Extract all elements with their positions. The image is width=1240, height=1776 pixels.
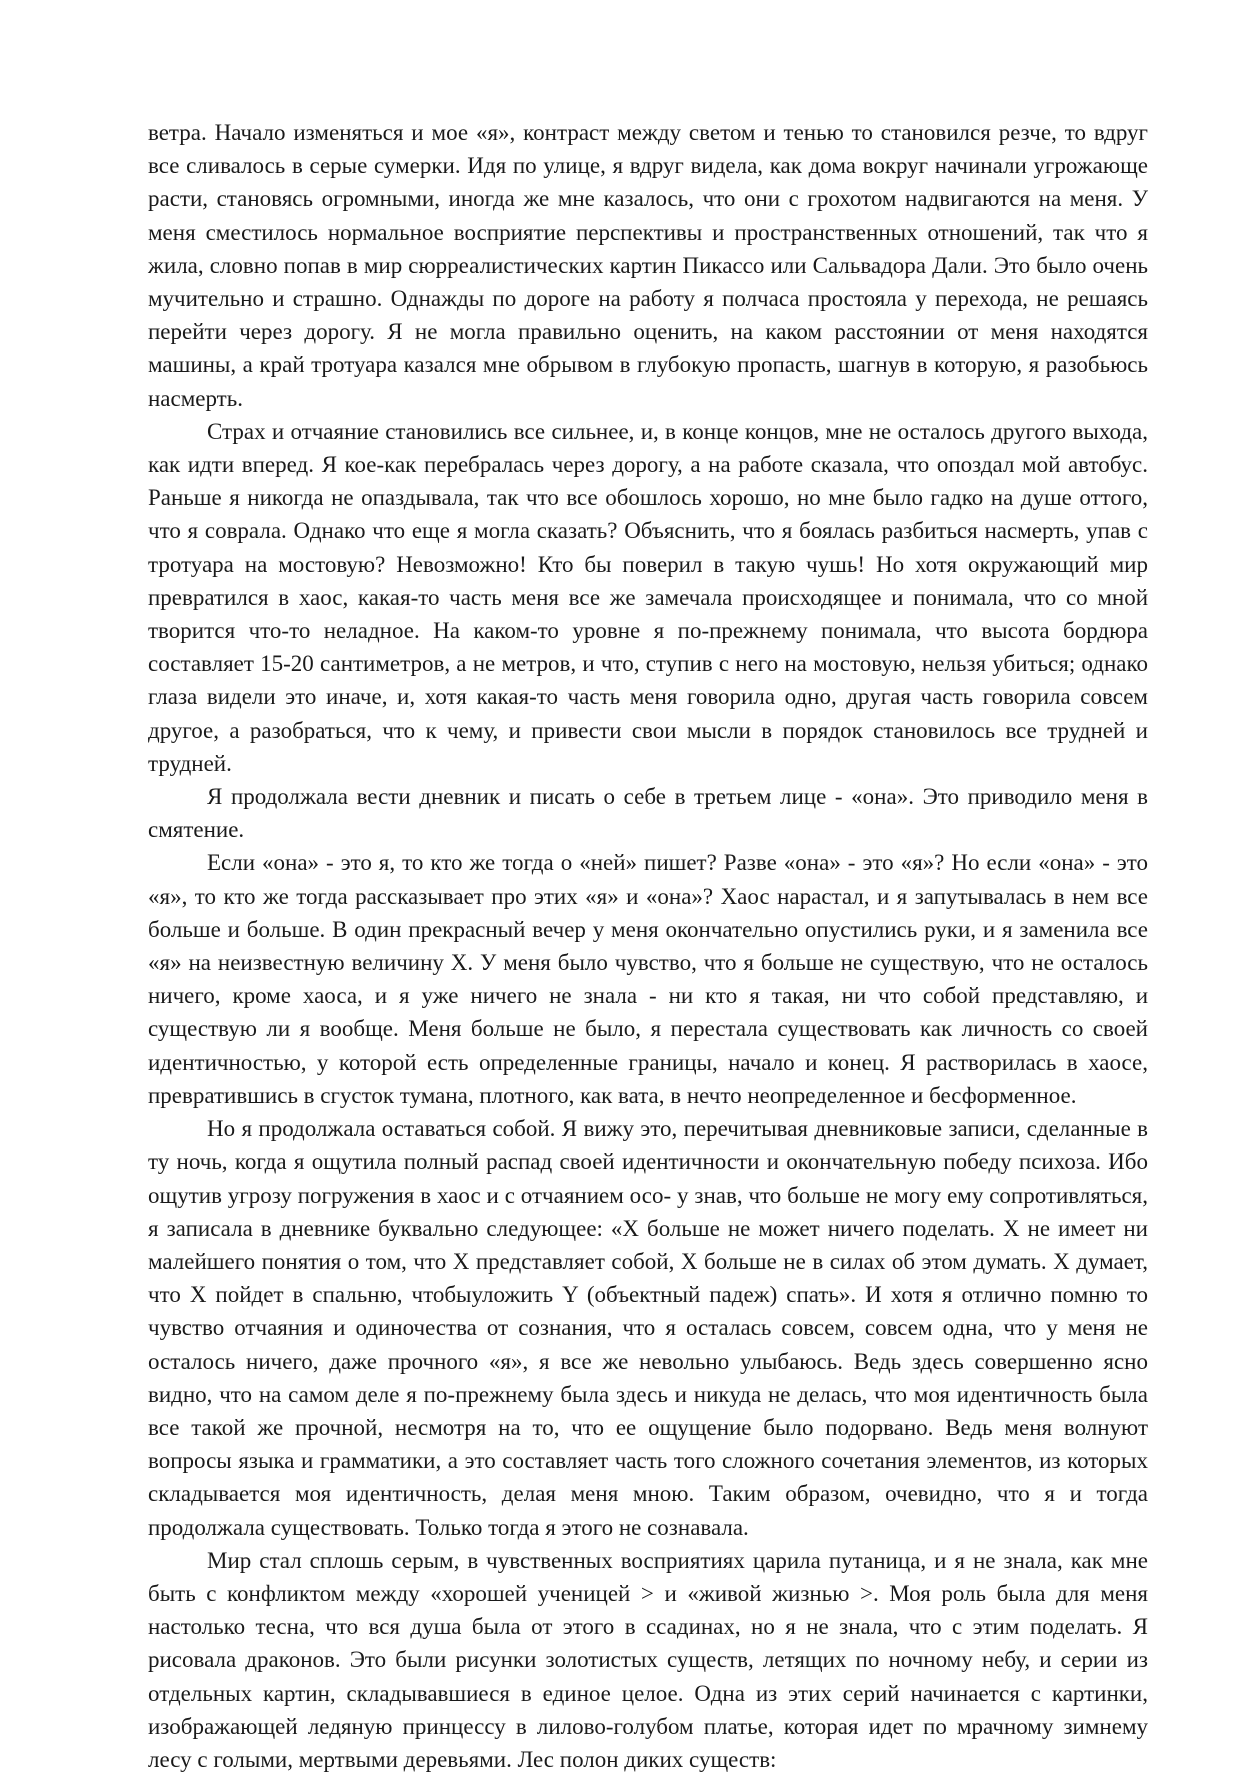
paragraph-4: Если «она» - это я, то кто же тогда о «ней» пишет? Разве «она» - это «я»? Но если «она» - это «я», то кто же тогда рассказывает про этих «я» и «она»? Хаос нарастал, и я запутывалась в нем все больше и больше. В один прекрасный вечер у меня окончательно опустились руки, и я заменила все «я» на неизвестную величину X. У меня было чувство, что я больше не существую, что не осталось ничего, кроме хаоса, и я уже ничего не знала - ни кто я такая, ни что собой представляю, и существую ли я вообще. Меня больше не было, я перестала существовать как личность со своей идентичностью, у которой есть определенные границы, начало и конец. Я растворилась в хаосе, превратившись в сгусток тумана, плотного, как вата, в нечто неопределенное и бесформенное. xyxy=(148,850,1148,1108)
body-text xyxy=(148,116,1148,1776)
paragraph-6: Мир стал сплошь серым, в чувственных восприятиях царила путаница, и я не знала, как мне быть с конфликтом между «хорошей ученицей > и «живой жизнью >. Моя роль была для меня настолько тесна, что вся душа была от этого в ссадинах, но я не знала, что с этим поделать. Я рисовала драконов. Это были рисунки золотистых существ, летящих по ночному небу, и серии из отдельных картин, складывавшиеся в единое целое. Одна из этих серий начинается с картинки, изображающей ледяную принцессу в лилово-голубом платье, которая идет по мрачному зимнему лесу с голыми, мертвыми деревьями. Лес полон диких существ: xyxy=(148,1547,1148,1772)
paragraph-3: Я продолжала вести дневник и писать о себе в третьем лице - «она». Это приводило меня в смятение. xyxy=(148,784,1148,843)
paragraph-2: Страх и отчаяние становились все сильнее, и, в конце концов, мне не осталось другого выхода, как идти вперед. Я кое-как перебралась через дорогу, а на работе сказала, что опоздал мой автобус. Раньше я никогда не опаздывала, так что все обошлось хорошо, но мне было гадко на душе оттого, что я соврала. Однако что еще я могла сказать? Объяснить, что я боялась разбиться насмерть, упав с тротуара на мостовую? Невозможно! Кто бы поверил в такую чушь! Но хотя окружающий мир превратился в хаос, какая-то часть меня все же замечала происходящее и понимала, что со мной творится что-то неладное. На каком-то уровне я по-прежнему понимала, что высота бордюра составляет 15-20 сантиметров, а не метров, и что, ступив с него на мостовую, нельзя убиться; однако глаза видели это иначе, и, хотя какая-то часть меня говорила одно, другая часть говорила совсем другое, а разобраться, что к чему, и привести свои мысли в порядок становилось все трудней и трудней. xyxy=(148,418,1148,776)
paragraph-1: ветра. Начало изменяться и мое «я», контраст между светом и тенью то становился резче, то вдруг все сливалось в серые сумерки. Идя по улице, я вдруг видела, как дома вокруг начинали угрожающе расти, становясь огромными, иногда же мне казалось, что они с грохотом надвигаются на меня. У меня сместилось нормальное восприятие перспективы и пространственных отношений, так что я жила, словно попав в мир сюрреалистических картин Пикассо или Сальвадора Дали. Это было очень мучительно и страшно. Однажды по дороге на работу я полчаса простояла у перехода, не решаясь перейти через дорогу. Я не могла правильно оценить, на каком расстоянии от меня находятся машины, а край тротуара казался мне обрывом в глубокую пропасть, шагнув в которую, я разобьюсь насмерть. xyxy=(148,120,1148,411)
paragraph-5: Но я продолжала оставаться собой. Я вижу это, перечитывая дневниковые записи, сделанные в ту ночь, когда я ощутила полный распад своей идентичности и окончательную победу психоза. Ибо ощутив угрозу погружения в хаос и с отчаянием осо- у знав, что больше не могу ему сопротивляться, я записала в дневнике буквально следующее: «X больше не может ничего поделать. X не имеет ни малейшего понятия о том, что X представляет собой, X больше не в силах об этом думать. X думает, что X пойдет в спальню, чтобыуложить Y (объектный падеж) спать». И хотя я отлично помню то чувство отчаяния и одиночества от сознания, что я осталась совсем, совсем одна, что у меня не осталось ничего, даже прочного «я», я все же невольно улыбаюсь. Ведь здесь совершенно ясно видно, что на самом деле я по-прежнему была здесь и никуда не делась, что моя идентичность была все такой же прочной, несмотря на то, что ее ощущение было подорвано. Ведь меня волнуют вопросы языка и грамматики, а это составляет часть того сложного сочетания элементов, из которых складывается моя идентичность, делая меня мною. Таким образом, очевидно, что я и тогда продолжала существовать. Только тогда я этого не сознавала. xyxy=(148,1116,1148,1540)
